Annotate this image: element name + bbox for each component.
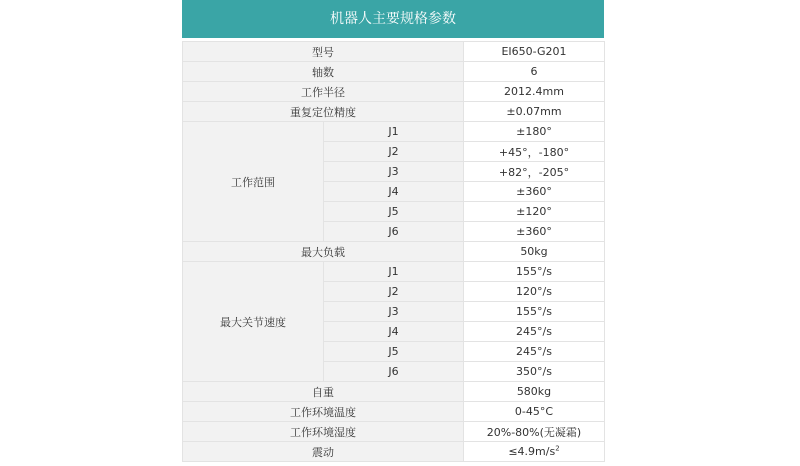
joint-label: J4: [324, 322, 464, 342]
row-label: 轴数: [183, 62, 464, 82]
group-label-speed: 最大关节速度: [183, 262, 324, 382]
joint-value: +45°，-180°: [464, 142, 605, 162]
row-label: 最大负载: [183, 242, 464, 262]
row-value: 50kg: [464, 242, 605, 262]
group-label-range: 工作范围: [183, 122, 324, 242]
vibration-value: ≤4.9m/s: [508, 445, 556, 458]
row-value: 20%-80%(无凝霜): [464, 422, 605, 442]
row-label: 自重: [183, 382, 464, 402]
joint-label: J3: [324, 302, 464, 322]
row-value: 580kg: [464, 382, 605, 402]
table-row-range-j1: [183, 122, 605, 142]
joint-label: J2: [324, 282, 464, 302]
table-row-humidity: [183, 422, 605, 442]
joint-value: ±180°: [464, 122, 605, 142]
row-label: 工作环境温度: [183, 402, 464, 422]
table-row-weight: [183, 382, 605, 402]
joint-label: J5: [324, 342, 464, 362]
row-label: 重复定位精度: [183, 102, 464, 122]
table-title: 机器人主要规格参数: [182, 0, 604, 38]
joint-value: ±360°: [464, 182, 605, 202]
joint-label: J4: [324, 182, 464, 202]
row-value-vibration: [464, 442, 605, 462]
spec-table: [182, 41, 605, 462]
joint-label: J5: [324, 202, 464, 222]
joint-value: 120°/s: [464, 282, 605, 302]
row-value: 0-45°C: [464, 402, 605, 422]
joint-value: +82°，-205°: [464, 162, 605, 182]
vibration-exponent: 2: [555, 444, 560, 453]
table-row-model: [183, 42, 605, 62]
joint-label: J1: [324, 262, 464, 282]
table-row-speed-j1: [183, 262, 605, 282]
joint-label: J3: [324, 162, 464, 182]
table-row-radius: [183, 82, 605, 102]
joint-value: 155°/s: [464, 262, 605, 282]
joint-label: J2: [324, 142, 464, 162]
row-label: 型号: [183, 42, 464, 62]
row-label: 震动: [183, 442, 464, 462]
row-label: 工作半径: [183, 82, 464, 102]
joint-value: ±360°: [464, 222, 605, 242]
table-row-vibration: [183, 442, 605, 462]
table-row-repeatability: [183, 102, 605, 122]
spec-sheet: [182, 0, 604, 462]
row-label: 工作环境湿度: [183, 422, 464, 442]
joint-label: J6: [324, 362, 464, 382]
joint-label: J1: [324, 122, 464, 142]
joint-label: J6: [324, 222, 464, 242]
joint-value: ±120°: [464, 202, 605, 222]
row-value: 6: [464, 62, 605, 82]
row-value: ±0.07mm: [464, 102, 605, 122]
joint-value: 245°/s: [464, 322, 605, 342]
joint-value: 155°/s: [464, 302, 605, 322]
table-row-axes: [183, 62, 605, 82]
table-row-temperature: [183, 402, 605, 422]
joint-value: 350°/s: [464, 362, 605, 382]
row-value: 2012.4mm: [464, 82, 605, 102]
table-row-payload: [183, 242, 605, 262]
row-value: EI650-G201: [464, 42, 605, 62]
joint-value: 245°/s: [464, 342, 605, 362]
